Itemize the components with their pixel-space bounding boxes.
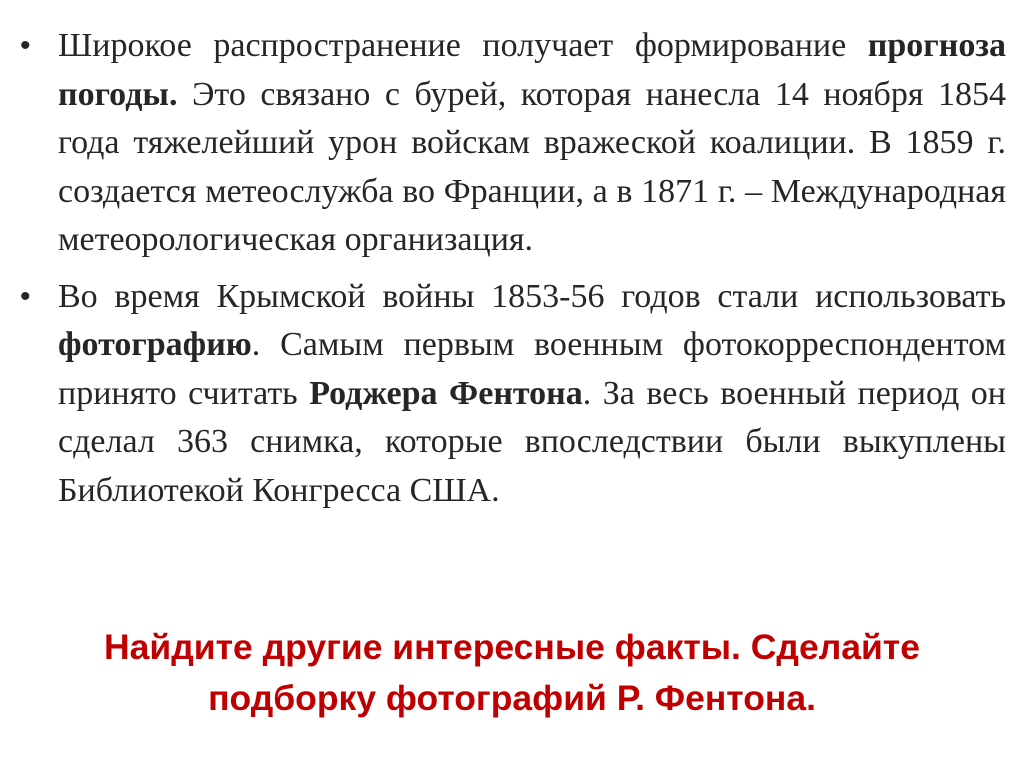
bullet-text: Во время Крымской войны 1853-56 годов стали использовать xyxy=(58,277,1006,315)
bullet-bold-term: прогноза погоды. xyxy=(58,27,1006,113)
bullet-item-photography xyxy=(20,273,1006,516)
bullet-marker: • xyxy=(20,279,31,313)
bullet-list xyxy=(20,22,1006,515)
task-line: подборку фотографий Р. Фентона. xyxy=(208,678,816,718)
bullet-text: . Самым первым военным фотокорреспондентом принято считать xyxy=(58,326,1006,412)
bullet-item-weather-forecast xyxy=(20,22,1006,265)
bullet-bold-term: фотографию xyxy=(58,326,252,363)
bullet-text: . За весь военный период он сделал 363 снимка, которые впоследствии были выкуплены Библиотекой Конгресса США. xyxy=(58,374,1007,509)
task-callout xyxy=(0,622,1024,724)
bullet-text: Это связано с бурей, которая нанесла 14 ноября 1854 года тяжелейший урон войскам вражеской коалиции. В 1859 г. создается метеослужба во Франции, а в 1871 г. – Международная метеорологическая организация. xyxy=(58,75,1006,258)
bullet-text: Широкое распространение получает формирование xyxy=(58,27,868,64)
bullet-bold-name: Роджера Фентона xyxy=(309,374,583,412)
task-line: Найдите другие интересные факты. Сделайте xyxy=(104,627,920,667)
bullet-marker: • xyxy=(20,29,31,62)
